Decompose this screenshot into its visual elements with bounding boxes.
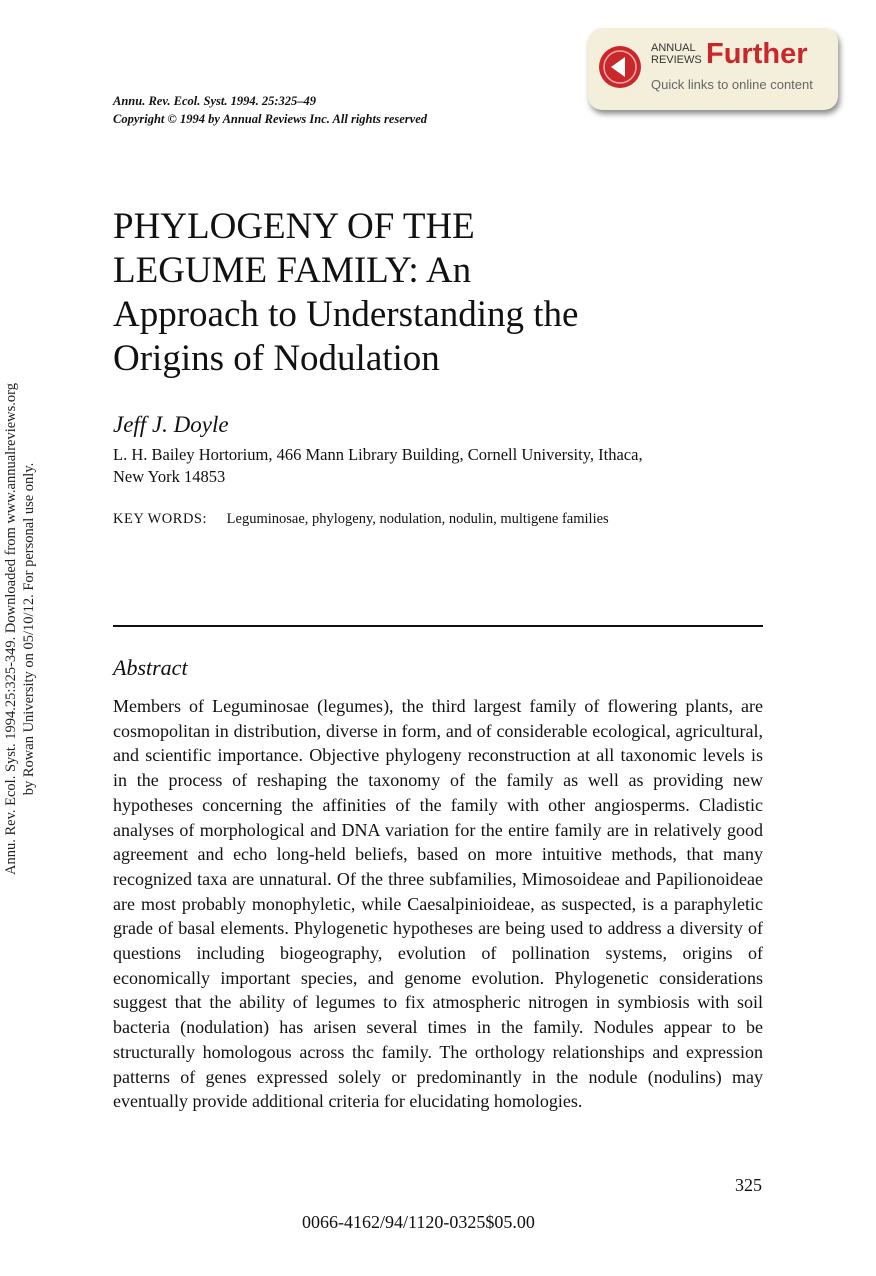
annual-reviews-logo-text: ANNUAL REVIEWS [651, 42, 702, 66]
download-notice [2, 334, 46, 924]
author-name: Jeff J. Doyle [113, 412, 229, 437]
further-links-banner[interactable] [588, 28, 838, 110]
author-affiliation: L. H. Bailey Hortorium, 466 Mann Library Building, Cornell University, Ithaca, New York 14853 [113, 445, 643, 486]
abstract-text: Members of Leguminosae (legumes), the third largest family of flowering plants, are cosmopolitan in distribution, diverse in form, and of considerable ecological, agricultural, and scientific importance. Objective phylogeny reconstruction at all taxonomic levels is in the process of reshaping the taxonomy of the family as well as providing new hypotheses concerning the affinities of the family with other angiosperms. Cladistic analyses of morphological and DNA variation for the entire family are in relatively good agreement and echo long-held beliefs, based on more intuitive methods, that many recognized taxa are unnatural. Of the three subfamilies, Mimosoideae and Papilionoideae are most probably monophyletic, while Caesalpinioideae, as suspected, is a paraphyletic grade of basal elements. Phylogenetic hypotheses are being used to address a diversity of questions including biogeography, evolution of pollination systems, origins of economically important species, and genome evolution. Phylogenetic considerations suggest that the ability of legumes to fix atmospheric nitrogen in symbiosis with soil bacteria (nodulation) has arisen several times in the family. Nodules appear to be structurally homologous across thc family. The orthology relationships and expression patterns of genes expressed solely or predominantly in the nodule (nodulins) may eventually provide additional criteria for elucidating homologies. [113, 696, 763, 1112]
keywords-list: Leguminosae, phylogeny, nodulation, nodulin, multigene families [226, 511, 609, 527]
further-label: Further [706, 38, 808, 70]
article-title: PHYLOGENY OF THE LEGUME FAMILY: An Approach to Understanding the Origins of Nodulation [113, 206, 579, 379]
keywords [113, 511, 609, 528]
download-notice-line2: by Rowan University on 05/10/12. For personal use only. [21, 462, 37, 796]
quick-links-label: Quick links to online content [651, 77, 813, 92]
download-notice-line1: Annu. Rev. Ecol. Syst. 1994.25:325-349. Downloaded from www.annualreviews.org [3, 383, 19, 875]
back-arrow-icon [598, 45, 642, 89]
journal-citation [113, 92, 427, 128]
section-divider [113, 625, 763, 627]
keywords-label: KEY WORDS: [113, 511, 208, 527]
abstract-heading: Abstract [113, 655, 188, 680]
page-number: 325 [735, 1175, 762, 1195]
article-code: 0066-4162/94/1120-0325$05.00 [302, 1212, 535, 1232]
copyright-line: Copyright © 1994 by Annual Reviews Inc. All rights reserved [113, 112, 427, 126]
citation-line: Annu. Rev. Ecol. Syst. 1994. 25:325–49 [113, 94, 317, 108]
